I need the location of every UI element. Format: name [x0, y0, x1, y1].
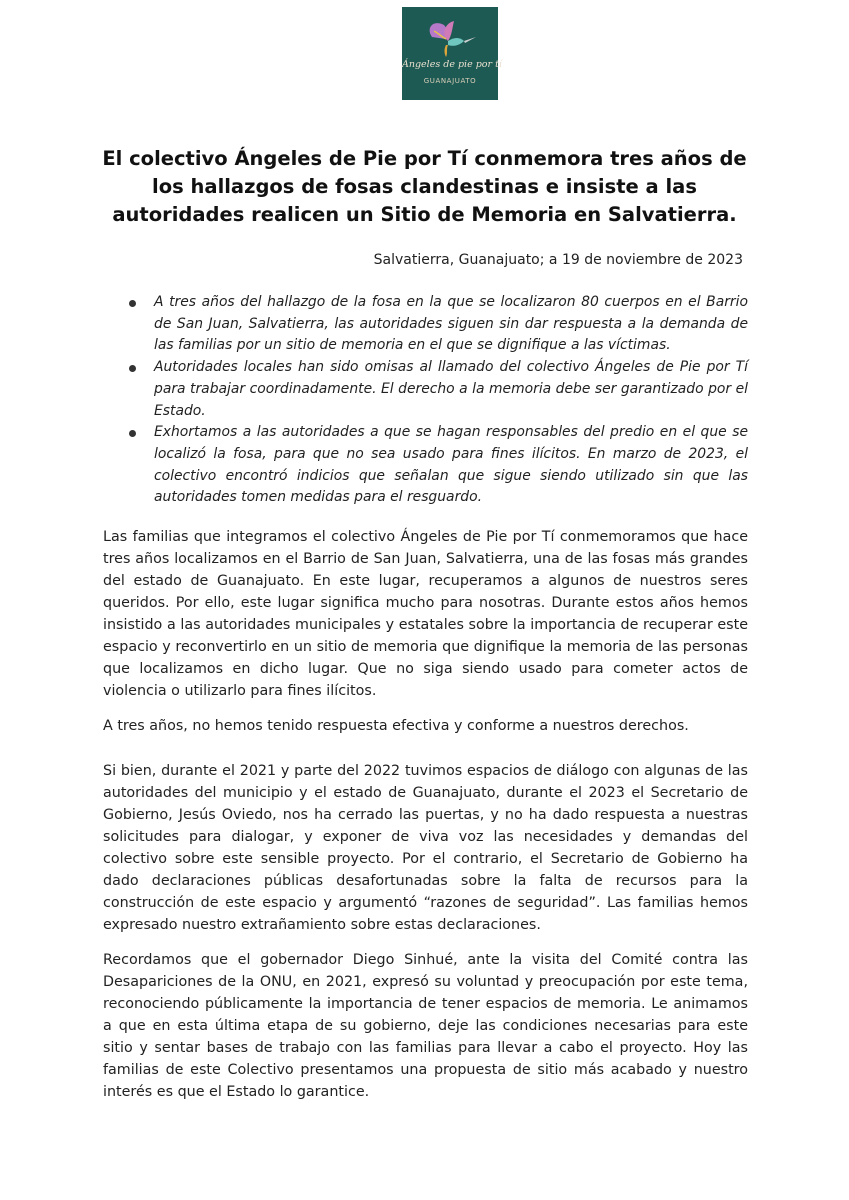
body-paragraph: Si bien, durante el 2021 y parte del 2022 tuvimos espacios de diálogo con algunas de las autoridades del municipio y el estado de Guanajuato, durante el 2023 el Secretario de Gobierno, Jesús Oviedo, nos ha cerrado las puertas, y no ha dado respuesta a nuestras solicitudes para dialogar, y exponer de viva voz las necesidades y demandas del colectivo sobre este sensible proyecto. Por el contrario, el Secretario de Gobierno ha dado declaraciones públicas desafortunadas sobre la falta de recursos para la construcción de este espacio y argumentó “razones de seguridad”. Las familias hemos expresado nuestro extrañamiento sobre estas declaraciones.	[103, 763, 748, 933]
key-points-list	[103, 292, 748, 509]
collective-logo	[402, 7, 502, 100]
logo-name: Ángeles de pie por tí	[402, 59, 502, 70]
bullet-dot-icon	[129, 365, 136, 372]
bullet-text: A tres años del hallazgo de la fosa en la que se localizaron 80 cuerpos en el Barrio de San Juan, Salvatierra, las autoridades siguen sin dar respuesta a la demanda de las familias por un sitio de memoria en el que se dignifique a las víctimas.	[154, 294, 748, 354]
body-paragraph: Las familias que integramos el colectivo Ángeles de Pie por Tí conmemoramos que hace tres años localizamos en el Barrio de San Juan, Salvatierra, una de las fosas más grandes del estado de Guanajuato. En este lugar, recuperamos a algunos de nuestros seres queridos. Por ello, este lugar significa mucho para nosotras. Durante estos años hemos insistido a las autoridades municipales y estatales sobre la importancia de recuperar este espacio y reconvertirlo en un sitio de memoria que dignifique la memoria de las personas que localizamos en dicho lugar. Que no siga siendo usado para cometer actos de violencia o utilizarlo para fines ilícitos.	[103, 529, 748, 699]
logo-place: GUANAJUATO	[423, 77, 477, 85]
bullet-text: Autoridades locales han sido omisas al llamado del colectivo Ángeles de Pie por Tí para trabajar coordinadamente. El derecho a la memoria debe ser garantizado por el Estado.	[154, 359, 748, 419]
bullet-item	[103, 292, 748, 357]
bullet-text: Exhortamos a las autoridades a que se hagan responsables del predio en el que se localizó la fosa, para que no sea usado para fines ilícitos. En marzo de 2023, el colectivo encontró indicios que señalan que sigue siendo utilizado sin que las autoridades tomen medidas para el resguardo.	[154, 424, 748, 506]
bullet-item	[103, 422, 748, 509]
page-title: El colectivo Ángeles de Pie por Tí conmemora tres años de los hallazgos de fosas clandestinas e insiste a las autoridades realicen un Sitio de Memoria en Salvatierra.	[102, 147, 747, 226]
body-paragraph: Recordamos que el gobernador Diego Sinhué, ante la visita del Comité contra las Desapariciones de la ONU, en 2021, expresó su voluntad y preocupación por este tema, reconociendo públicamente la importancia de tener espacios de memoria. Le animamos a que en esta última etapa de su gobierno, deje las condiciones necesarias para este sitio y sentar bases de trabajo con las familias para llevar a cabo el proyecto. Hoy las familias de este Colectivo presentamos una propuesta de sitio más acabado y nuestro interés es que el Estado lo garantice.	[103, 952, 748, 1100]
hummingbird-icon	[402, 7, 502, 100]
bullet-item	[103, 357, 748, 422]
body-paragraph: A tres años, no hemos tenido respuesta efectiva y conforme a nuestros derechos.	[103, 718, 689, 734]
bullet-dot-icon	[129, 430, 136, 437]
dateline: Salvatierra, Guanajuato; a 19 de noviembre de 2023	[373, 252, 743, 268]
bullet-dot-icon	[129, 300, 136, 307]
